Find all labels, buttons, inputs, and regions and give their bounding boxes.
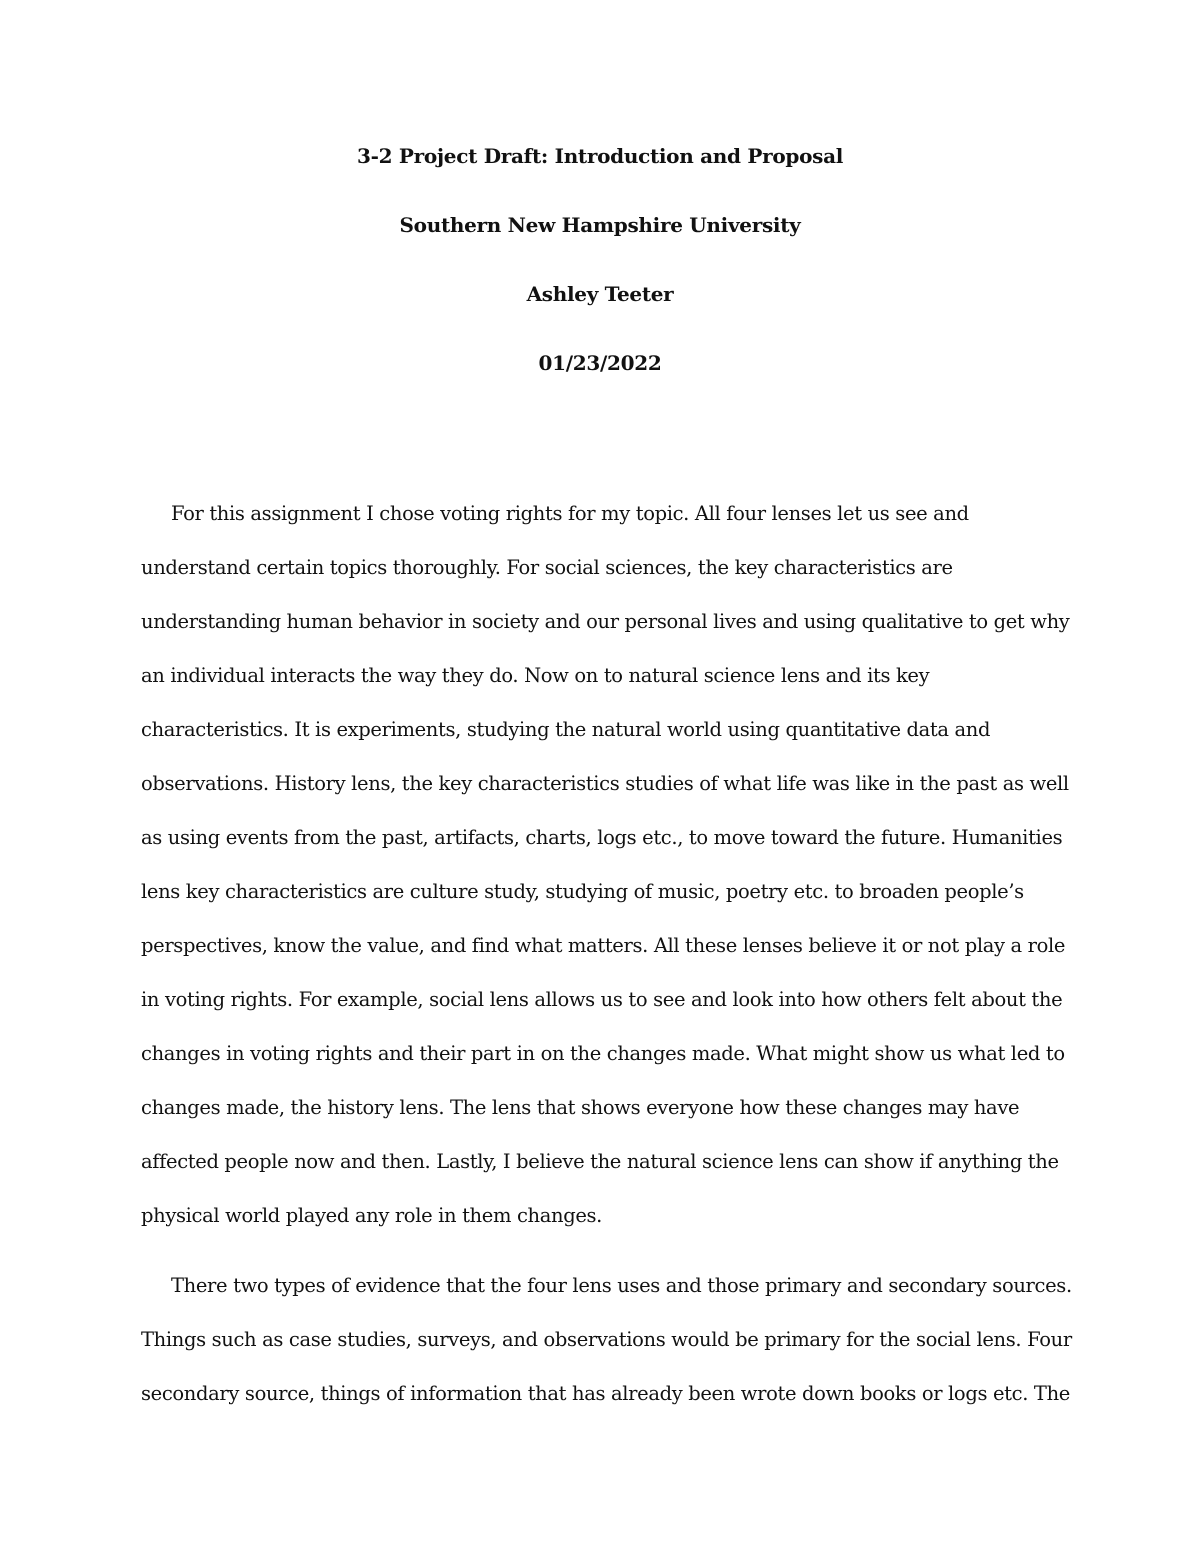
paragraph-2 (141, 1259, 1081, 1421)
text-line: in voting rights. For example, social lens allows us to see and look into how others felt about the (141, 988, 1063, 1011)
text-line: as using events from the past, artifacts, charts, logs etc., to move toward the future. Humanities (141, 826, 1063, 849)
title-block (0, 139, 1200, 415)
text-line: Things such as case studies, surveys, and observations would be primary for the social lens. Four (141, 1328, 1072, 1351)
text-line: changes made, the history lens. The lens that shows everyone how these changes may have (141, 1096, 1020, 1119)
text-line: an individual interacts the way they do. Now on to natural science lens and its key (141, 664, 930, 687)
text-line: affected people now and then. Lastly, I believe the natural science lens can show if anything the (141, 1150, 1059, 1173)
text-line: observations. History lens, the key characteristics studies of what life was like in the past as well (141, 772, 1069, 795)
paragraph-spacing (141, 1243, 1081, 1259)
text-line: perspectives, know the value, and find what matters. All these lenses believe it or not play a role (141, 934, 1066, 957)
author-name: Ashley Teeter (526, 282, 674, 306)
body-text (141, 487, 1081, 1421)
paragraph-1 (141, 487, 1081, 1243)
text-line: physical world played any role in them changes. (141, 1204, 603, 1227)
document-date: 01/23/2022 (538, 351, 662, 375)
text-line: characteristics. It is experiments, studying the natural world using quantitative data and (141, 718, 991, 741)
text-line: There two types of evidence that the four lens uses and those primary and secondary sources. (171, 1274, 1072, 1297)
text-line: understand certain topics thoroughly. For social sciences, the key characteristics are (141, 556, 953, 579)
text-line: secondary source, things of information that has already been wrote down books or logs etc. The (141, 1382, 1070, 1405)
text-line: For this assignment I chose voting rights for my topic. All four lenses let us see and (171, 502, 969, 525)
document-title: 3-2 Project Draft: Introduction and Proposal (356, 144, 844, 168)
text-line: changes in voting rights and their part in on the changes made. What might show us what led to (141, 1042, 1065, 1065)
institution-name: Southern New Hampshire University (399, 213, 801, 237)
text-line: understanding human behavior in society and our personal lives and using qualitative to get why (141, 610, 1070, 633)
text-line: lens key characteristics are culture study, studying of music, poetry etc. to broaden people’s (141, 880, 1024, 903)
